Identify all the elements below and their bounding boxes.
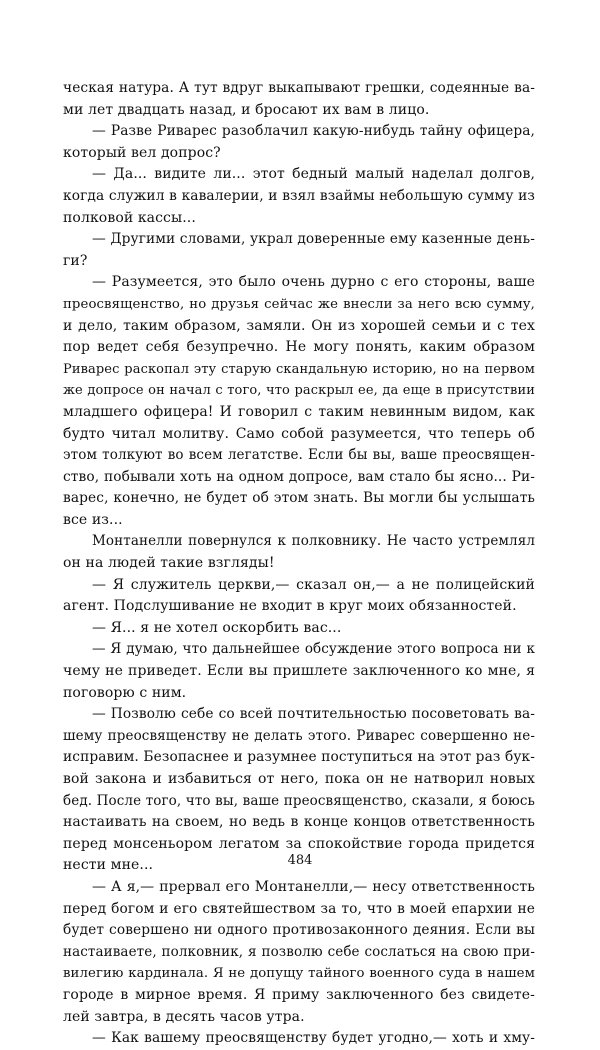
- text-line: ги?: [63, 252, 88, 269]
- text-line: ство, побывали хоть на одном допросе, вам стало бы ясно... Ри-: [63, 468, 535, 485]
- text-line: чему не приведет. Если вы пришлете заключенного ко мне, я: [63, 663, 535, 680]
- text-line: — Да... видите ли... этот бедный малый наделал долгов,: [92, 166, 535, 183]
- text-line: лей завтра, в десять часов утра.: [63, 1008, 305, 1025]
- text-line: нести мне...: [63, 857, 154, 874]
- text-line: будет совершено ни одного противозаконного деяния. Если вы: [63, 922, 535, 939]
- text-line: варес, конечно, не будет об этом знать. Вы могли бы услышать: [63, 490, 535, 507]
- text-line: полковой кассы...: [63, 209, 196, 226]
- text-line: вилегию кардинала. Я не допущу тайного военного суда в нашем: [63, 966, 535, 982]
- text-line: перед богом и его святейшеством за то, что в моей епархии не: [63, 900, 535, 917]
- text-line: бед. После того, что вы, ваше преосвященство, сказали, я боюсь: [63, 792, 535, 809]
- text-line: все из...: [63, 511, 123, 528]
- text-line: ми лет двадцать назад, и бросают их вам в лицо.: [63, 101, 430, 118]
- text-line: пор ведет себя безупречно. Не могу понять, каким образом: [63, 339, 535, 356]
- text-line: и дело, таким образом, замяли. Он из хорошей семьи и с тех: [63, 317, 535, 334]
- text-line: перед монсеньором легатом за спокойствие города придется: [63, 835, 535, 852]
- text-line: ческая натура. А тут вдруг выкапывают грешки, содеянные ва-: [63, 80, 535, 96]
- text-line: — Другими словами, украл доверенные ему казенные день-: [92, 231, 535, 248]
- body-text: [63, 78, 535, 1050]
- text-line: шему преосвященству не делать этого. Риварес совершенно не-: [63, 727, 535, 744]
- text-line: Риварес раскопал эту старую скандальную историю, но на первом: [63, 361, 535, 377]
- text-line: этом толкуют во всем легатстве. Если бы вы, ваше преосвящен-: [63, 447, 535, 464]
- text-line: который вел допрос?: [63, 144, 221, 161]
- text-line: — Разумеется, это было очень дурно с его стороны, ваше: [92, 274, 535, 291]
- text-line: настаивать на своем, но ведь в конце концов ответственность: [63, 814, 535, 831]
- text-line: — Я думаю, что дальнейшее обсуждение этого вопроса ни к: [92, 641, 535, 658]
- page-number: 484: [287, 853, 313, 868]
- text-line: будто читал молитву. Само собой разумеется, что теперь об: [63, 425, 535, 442]
- text-line: — Позволю себе со всей почтительностью посоветовать ва-: [92, 706, 535, 723]
- text-line: же допросе он начал с того, что раскрыл ее, да еще в присутствии: [63, 383, 535, 399]
- text-line: — Я служитель церкви,— сказал он,— а не полицейский: [92, 576, 535, 593]
- text-line: исправим. Безопаснее и разумнее поступиться на этот раз бук-: [63, 749, 535, 766]
- text-line: настаиваете, полковник, я позволю себе сослаться на свою при-: [63, 943, 535, 960]
- text-line: — Разве Риварес разоблачил какую-нибудь тайну офицера,: [92, 123, 535, 140]
- text-line: когда служил в кавалерии, и взял взаймы небольшую сумму из: [63, 187, 535, 204]
- text-line: агент. Подслушивание не входит в круг моих обязанностей.: [63, 598, 517, 615]
- text-line: он на людей такие взгляды!: [63, 555, 275, 572]
- text-line: городе в мирное время. Я приму заключенного без свидете-: [63, 986, 535, 1003]
- text-line: младшего офицера! И говорил с таким невинным видом, как: [63, 403, 535, 420]
- text-line: поговорю с ним.: [63, 684, 187, 701]
- text-line: — Я... я не хотел оскорбить вас...: [92, 619, 342, 636]
- text-line: — А я,— прервал его Монтанелли,— несу ответственность: [92, 878, 535, 895]
- text-line: вой закона и избавиться от него, пока он не натворил новых: [63, 771, 535, 787]
- text-line: преосвященство, но друзья сейчас же внесли за него всю сумму,: [63, 296, 535, 312]
- text-line: Монтанелли повернулся к полковнику. Не часто устремлял: [92, 533, 535, 550]
- text-line: — Как вашему преосвященству будет угодно,— хоть и хму-: [92, 1030, 535, 1047]
